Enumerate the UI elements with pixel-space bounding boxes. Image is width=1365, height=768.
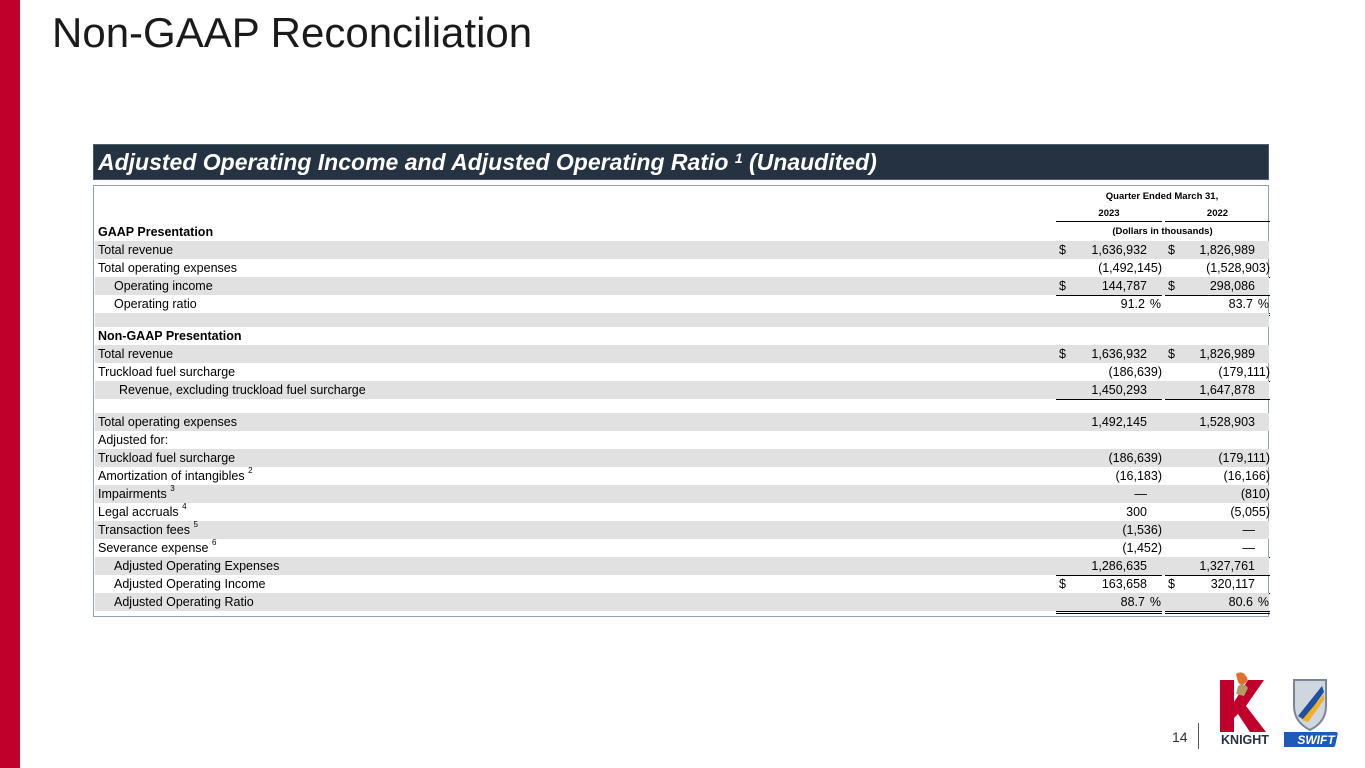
period-header: Quarter Ended March 31, <box>1105 191 1219 202</box>
panel-header <box>93 144 1269 180</box>
value-2023: — <box>1134 487 1147 501</box>
value-2022: 1,826,989 <box>1199 347 1255 361</box>
table-row <box>95 503 1269 521</box>
year-header-2023: 2023 <box>1056 207 1162 222</box>
value-2023: 1,636,932 <box>1091 243 1147 257</box>
row-label: Operating income <box>114 279 213 293</box>
table-row <box>95 295 1269 313</box>
value-2022: (16,166) <box>1223 469 1270 483</box>
value-2022: (1,528,903) <box>1206 261 1270 275</box>
value-2022: (810) <box>1240 487 1270 501</box>
table-row <box>95 575 1269 593</box>
currency-sign: $ <box>1168 243 1175 257</box>
value-2022: 1,826,989 <box>1199 243 1255 257</box>
left-accent-bar <box>0 0 20 768</box>
table-row <box>95 449 1269 467</box>
percent-sign: % <box>1149 297 1161 311</box>
row-label: Adjusted Operating Income <box>114 577 266 591</box>
value-2023: 1,492,145 <box>1091 415 1147 429</box>
value-2023: (186,639) <box>1108 451 1162 465</box>
table-row <box>95 539 1269 557</box>
currency-sign: $ <box>1059 577 1066 591</box>
value-2022: 1,528,903 <box>1199 415 1255 429</box>
value-2023: (186,639) <box>1108 365 1162 379</box>
row-label: Adjusted for: <box>98 433 169 447</box>
value-2022: 298,086 <box>1209 279 1255 293</box>
non-gaap-heading: Non-GAAP Presentation <box>98 329 242 343</box>
currency-sign: $ <box>1059 279 1066 293</box>
table-row-gaap-heading <box>95 223 1269 241</box>
value-2023: 91.2 <box>1120 297 1145 311</box>
table-row <box>95 259 1269 277</box>
row-label: Legal accruals $^4$ <box>98 502 187 519</box>
value-2022: (5,055) <box>1230 505 1270 519</box>
currency-sign: $ <box>1059 347 1066 361</box>
row-label: Total operating expenses <box>98 261 237 275</box>
table-row <box>95 345 1269 363</box>
value-2023: (1,452) <box>1122 541 1162 555</box>
row-label: Impairments $^3$ <box>98 484 175 501</box>
row-label: Adjusted Operating Expenses <box>114 559 280 573</box>
row-label: Total revenue <box>98 243 174 257</box>
row-label: Truckload fuel surcharge <box>98 451 236 465</box>
row-label: Total operating expenses <box>98 415 237 429</box>
value-2023: 1,286,635 <box>1091 559 1147 573</box>
value-2022: — <box>1242 523 1255 537</box>
row-label: Operating ratio <box>114 297 197 311</box>
page-divider <box>1198 723 1199 749</box>
percent-sign: % <box>1149 595 1161 609</box>
value-2022: 1,327,761 <box>1199 559 1255 573</box>
table-row <box>95 431 1269 449</box>
units-note: (Dollars in thousands) <box>1112 226 1213 237</box>
knight-logo-text: KNIGHT <box>1221 733 1269 747</box>
page-number: 14 <box>1172 729 1188 745</box>
currency-sign: $ <box>1168 279 1175 293</box>
value-2022: — <box>1242 541 1255 555</box>
table-row <box>95 485 1269 503</box>
table-row <box>95 467 1269 485</box>
row-label: Revenue, excluding truckload fuel surcharge <box>119 383 366 397</box>
currency-sign: $ <box>1168 347 1175 361</box>
row-label: Total revenue <box>98 347 174 361</box>
value-2023: (1,536) <box>1122 523 1162 537</box>
table-row <box>95 241 1269 259</box>
table-row <box>95 593 1269 611</box>
table-row <box>95 413 1269 431</box>
value-2022: 320,117 <box>1210 577 1255 591</box>
table-row <box>95 381 1269 399</box>
table-row <box>95 557 1269 575</box>
value-2022: (179,111) <box>1218 451 1270 465</box>
value-2023: 300 <box>1126 505 1147 519</box>
value-2023: (16,183) <box>1115 469 1162 483</box>
spacer-row <box>95 313 1269 327</box>
table-row <box>95 363 1269 381</box>
table-row <box>95 521 1269 539</box>
swift-logo <box>1284 676 1344 748</box>
value-2023: 163,658 <box>1101 577 1147 591</box>
value-2022: (179,111) <box>1218 365 1270 379</box>
row-label: Severance expense $^6$ <box>98 538 217 555</box>
value-2023: 88.7 <box>1120 595 1145 609</box>
table-row <box>95 277 1269 295</box>
row-label: Truckload fuel surcharge <box>98 365 236 379</box>
slide-title: Non-GAAP Reconciliation <box>52 9 533 56</box>
panel-title: Adjusted Operating Income and Adjusted Operating Ratio $^1$ (Unaudited) <box>98 149 877 175</box>
percent-sign: % <box>1257 297 1269 311</box>
value-2022: 83.7 <box>1228 297 1253 311</box>
gaap-heading: GAAP Presentation <box>98 225 214 239</box>
row-label: Transaction fees $^5$ <box>98 520 198 537</box>
table-row-non-gaap-heading <box>95 327 1269 345</box>
value-2023: 1,636,932 <box>1091 347 1147 361</box>
value-2022: 1,647,878 <box>1199 383 1255 397</box>
row-label: Amortization of intangibles $^2$ <box>98 466 253 483</box>
value-2023: 144,787 <box>1101 279 1147 293</box>
knight-logo <box>1214 672 1276 748</box>
currency-sign: $ <box>1168 577 1175 591</box>
value-2023: (1,492,145) <box>1098 261 1162 275</box>
year-header-2022: 2022 <box>1165 207 1270 222</box>
currency-sign: $ <box>1059 243 1066 257</box>
swift-logo-text: SWIFT <box>1297 733 1335 747</box>
row-label: Adjusted Operating Ratio <box>114 595 254 609</box>
reconciliation-table <box>93 185 1269 617</box>
value-2023: 1,450,293 <box>1091 383 1147 397</box>
spacer-row <box>95 399 1269 413</box>
percent-sign: % <box>1257 595 1269 609</box>
value-2022: 80.6 <box>1228 595 1253 609</box>
